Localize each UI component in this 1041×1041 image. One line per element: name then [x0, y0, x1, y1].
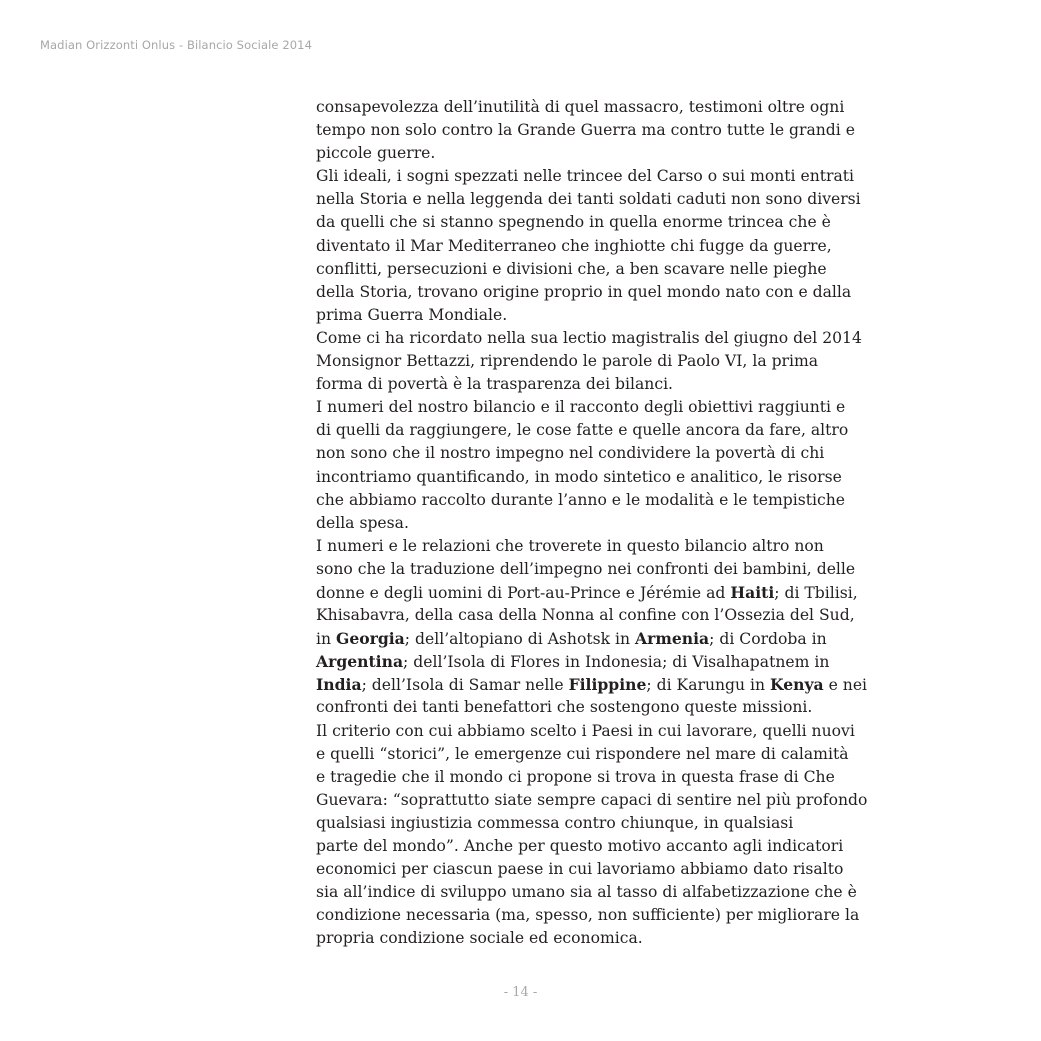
bold-country-name: Argentina [316, 652, 404, 672]
text-line [316, 419, 956, 442]
text-line [316, 188, 956, 211]
text-line [316, 281, 956, 304]
running-header: Madian Orizzonti Onlus - Bilancio Sociale 2014 [40, 38, 312, 52]
text-segment: che abbiamo raccolto durante l’anno e le modalità e le tempistiche [316, 490, 845, 509]
text-segment: propria condizione sociale ed economica. [316, 929, 643, 948]
text-line [316, 466, 956, 489]
text-line [316, 235, 956, 258]
text-segment: tempo non solo contro la Grande Guerra ma contro tutte le grandi e [316, 121, 855, 140]
text-segment: forma di povertà è la trasparenza dei bilanci. [316, 375, 674, 394]
text-line [316, 558, 956, 581]
text-line [316, 396, 956, 419]
text-line [316, 258, 956, 281]
text-segment: ; di Tbilisi, [774, 583, 858, 602]
text-line [316, 304, 956, 327]
text-line [316, 766, 956, 789]
text-segment: qualsiasi ingiustizia commessa contro chiunque, in qualsiasi [316, 813, 794, 832]
text-segment: donne e degli uomini di Port-au-Prince e Jérémie ad [316, 583, 731, 602]
text-segment: Il criterio con cui abbiamo scelto i Paesi in cui lavorare, quelli nuovi [316, 721, 855, 740]
text-line [316, 142, 956, 165]
text-segment: e nei [823, 676, 868, 695]
text-line [316, 211, 956, 234]
text-line [316, 696, 956, 719]
text-segment: ; dell’Isola di Flores in Indonesia; di Visalhapatnem in [403, 653, 830, 672]
text-segment: in [316, 630, 336, 649]
text-line [316, 927, 956, 950]
text-line [316, 835, 956, 858]
text-line [316, 789, 956, 812]
text-line [316, 904, 956, 927]
text-segment: non sono che il nostro impegno nel condividere la povertà di chi [316, 444, 825, 463]
text-line [316, 512, 956, 535]
bold-country-name: Armenia [635, 629, 710, 649]
text-line [316, 535, 956, 558]
text-segment: Monsignor Bettazzi, riprendendo le parole di Paolo VI, la prima [316, 352, 819, 371]
text-segment: sia all’indice di sviluppo umano sia al tasso di alfabetizzazione che è [316, 883, 857, 902]
text-segment: economici per ciascun paese in cui lavoriamo abbiamo dato risalto [316, 860, 844, 879]
text-segment: parte del mondo”. Anche per questo motivo accanto agli indicatori [316, 837, 844, 855]
text-segment: ; dell’altopiano di Ashotsk in [404, 630, 636, 649]
text-line [316, 673, 956, 696]
text-line [316, 812, 956, 835]
text-line [316, 165, 956, 188]
text-segment: I numeri del nostro bilancio e il racconto degli obiettivi raggiunti e [316, 398, 846, 417]
text-line [316, 720, 956, 743]
text-line [316, 858, 956, 881]
text-segment: incontriamo quantificando, in modo sintetico e analitico, le risorse [316, 467, 842, 486]
text-line [316, 119, 956, 142]
text-segment: Come ci ha ricordato nella sua lectio magistralis del giugno del 2014 [316, 328, 862, 347]
text-segment: diventato il Mar Mediterraneo che inghiotte chi fugge da guerre, [316, 236, 832, 255]
text-line [316, 627, 956, 650]
bold-country-name: Georgia [336, 629, 405, 649]
text-segment: ; di Cordoba in [709, 630, 827, 649]
text-segment: consapevolezza dell’inutilità di quel massacro, testimoni oltre ogni [316, 98, 845, 116]
bold-country-name: Haiti [730, 582, 775, 602]
bold-country-name: Kenya [770, 675, 824, 695]
page-number: - 14 - [503, 985, 538, 1000]
text-segment: da quelli che si stanno spegnendo in quella enorme trincea che è [316, 213, 831, 232]
text-segment: e quelli “storici”, le emergenze cui rispondere nel mare di calamità [316, 744, 849, 763]
text-segment: ; dell’Isola di Samar nelle [361, 676, 569, 695]
text-segment: confronti dei tanti benefattori che sostengono queste missioni. [316, 698, 813, 717]
text-line [316, 373, 956, 396]
text-segment: piccole guerre. [316, 144, 436, 163]
text-segment: I numeri e le relazioni che troverete in questo bilancio altro non [316, 536, 824, 555]
text-segment: Gli ideali, i sogni spezzati nelle trincee del Carso o sui monti entrati [316, 167, 855, 186]
text-line [316, 350, 956, 373]
text-segment: sono che la traduzione dell’impegno nei confronti dei bambini, delle [316, 559, 856, 578]
text-line [316, 650, 956, 673]
text-line [316, 327, 956, 350]
text-segment: condizione necessaria (ma, spesso, non sufficiente) per migliorare la [316, 906, 860, 925]
text-segment: della spesa. [316, 513, 409, 532]
text-segment: di quelli da raggiungere, le cose fatte e quelle ancora da fare, altro [316, 421, 849, 440]
text-line [316, 489, 956, 512]
text-segment: della Storia, trovano origine proprio in quel mondo nato con e dalla [316, 282, 852, 301]
text-segment: e tragedie che il mondo ci propone si trova in questa frase di Che [316, 767, 835, 786]
body-text [316, 96, 956, 950]
text-line [316, 96, 956, 119]
text-segment: prima Guerra Mondiale. [316, 305, 508, 324]
text-line [316, 581, 956, 604]
text-line [316, 881, 956, 904]
text-segment: Guevara: “soprattutto siate sempre capaci di sentire nel più profondo [316, 790, 868, 809]
text-line [316, 442, 956, 465]
text-line [316, 743, 956, 766]
text-segment: ; di Karungu in [646, 676, 770, 695]
text-segment: Khisabavra, della casa della Nonna al confine con l’Ossezia del Sud, [316, 606, 855, 625]
bold-country-name: Filippine [568, 675, 647, 695]
bold-country-name: India [316, 675, 362, 695]
text-line [316, 604, 956, 627]
text-segment: conflitti, persecuzioni e divisioni che, a ben scavare nelle pieghe [316, 259, 827, 278]
text-segment: nella Storia e nella leggenda dei tanti soldati caduti non sono diversi [316, 190, 861, 209]
